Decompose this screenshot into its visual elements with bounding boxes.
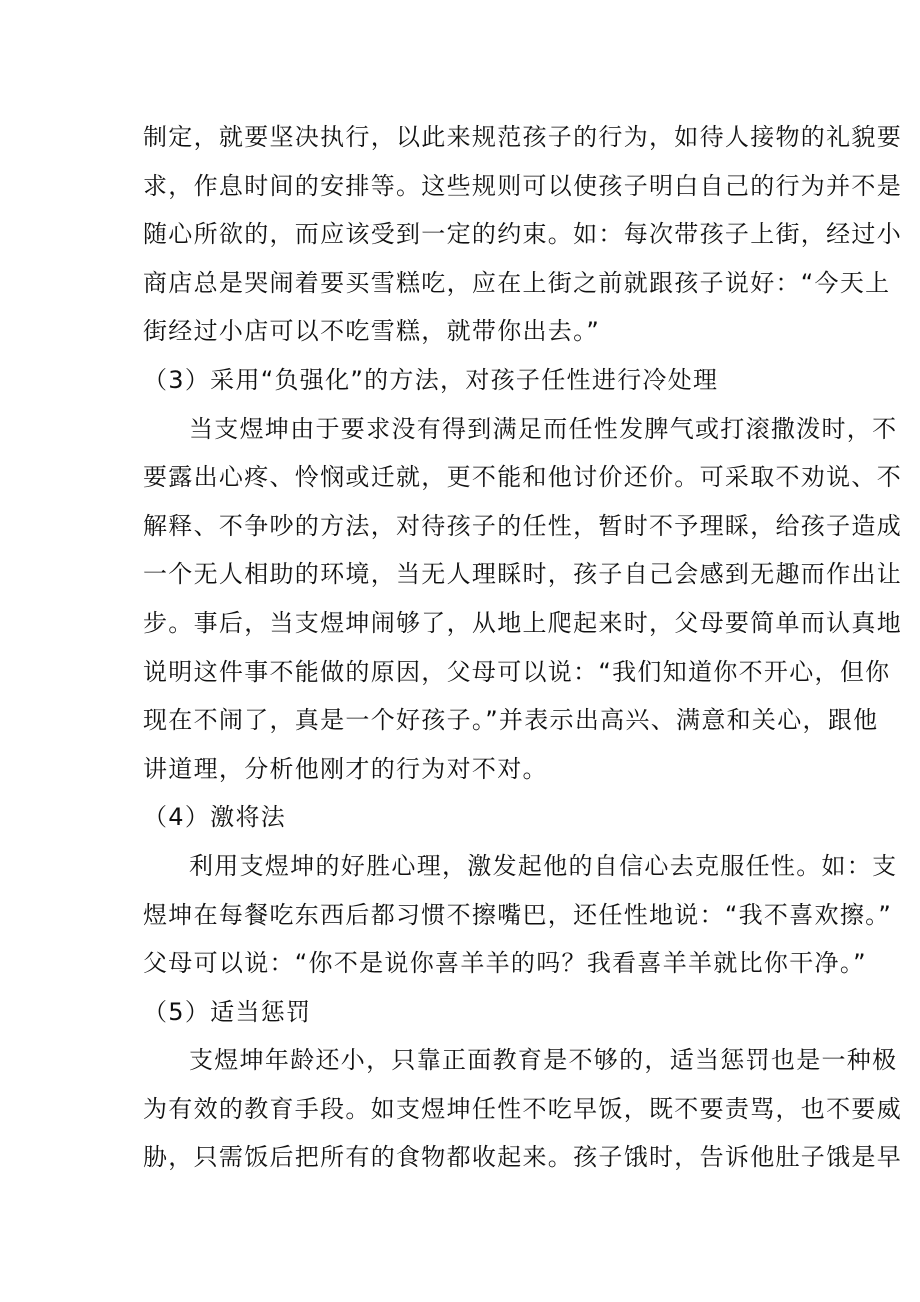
text-line: 为有效的教育手段。如支煜坤任性不吃早饭，既不要责骂，也不要威 bbox=[143, 1094, 902, 1123]
text-line: 煜坤在每餐吃东西后都习惯不擦嘴巴，还任性地说：“我不喜欢擦。” bbox=[143, 900, 893, 929]
text-line: 制定，就要坚决执行，以此来规范孩子的行为，如待人接物的礼貌要 bbox=[143, 123, 902, 151]
text-line: 父母可以说：“你不是说你喜羊羊的吗？我看喜羊羊就比你干净。” bbox=[143, 949, 867, 978]
section-heading-4: （4）激将法 bbox=[143, 803, 287, 832]
text-line: 利用支煜坤的好胜心理，激发起他的自信心去克服任性。如：支 bbox=[189, 851, 898, 880]
text-line: 解释、不争吵的方法，对待孩子的任性，暂时不予理睬，给孩子造成 bbox=[143, 511, 902, 540]
text-line: 步。事后，当支煜坤闹够了，从地上爬起来时，父母要简单而认真地 bbox=[143, 608, 902, 637]
text-line: 要露出心疼、怜悯或迁就，更不能和他讨价还价。可采取不劝说、不 bbox=[143, 463, 902, 492]
paragraph-rules bbox=[143, 117, 902, 360]
text-line: 说明这件事不能做的原因，父母可以说：“我们知道你不开心，但你 bbox=[143, 657, 891, 686]
text-line: 随心所欲的，而应该受到一定的约束。如：每次带孩子上街，经过小 bbox=[143, 220, 902, 249]
text-line: 求，作息时间的安排等。这些规则可以使孩子明白自己的行为并不是 bbox=[143, 171, 902, 200]
paragraph-cold-treatment bbox=[143, 409, 902, 798]
text-line: 胁，只需饭后把所有的食物都收起来。孩子饿时，告诉他肚子饿是早 bbox=[143, 1143, 902, 1172]
text-line: 一个无人相助的环境，当无人理睬时，孩子自己会感到无趣而作出让 bbox=[143, 560, 902, 589]
paragraph-punishment bbox=[143, 1040, 902, 1186]
text-line: 街经过小店可以不吃雪糕，就带你出去。” bbox=[143, 317, 601, 346]
text-line: 商店总是哭闹着要买雪糕吃，应在上街之前就跟孩子说好：“今天上 bbox=[143, 268, 891, 297]
section-heading-5: （5）适当惩罚 bbox=[143, 997, 312, 1026]
section-heading-3: （3）采用“负强化”的方法，对孩子任性进行冷处理 bbox=[143, 365, 719, 394]
text-line: 现在不闹了，真是一个好孩子。”并表示出高兴、满意和关心，跟他 bbox=[143, 706, 879, 735]
text-line: 讲道理，分析他刚才的行为对不对。 bbox=[143, 754, 548, 783]
text-line: 当支煜坤由于要求没有得到满足而任性发脾气或打滚撒泼时，不 bbox=[189, 414, 898, 443]
text-line: 支煜坤年龄还小，只靠正面教育是不够的，适当惩罚也是一种极 bbox=[189, 1046, 898, 1075]
paragraph-provocation bbox=[143, 846, 898, 992]
